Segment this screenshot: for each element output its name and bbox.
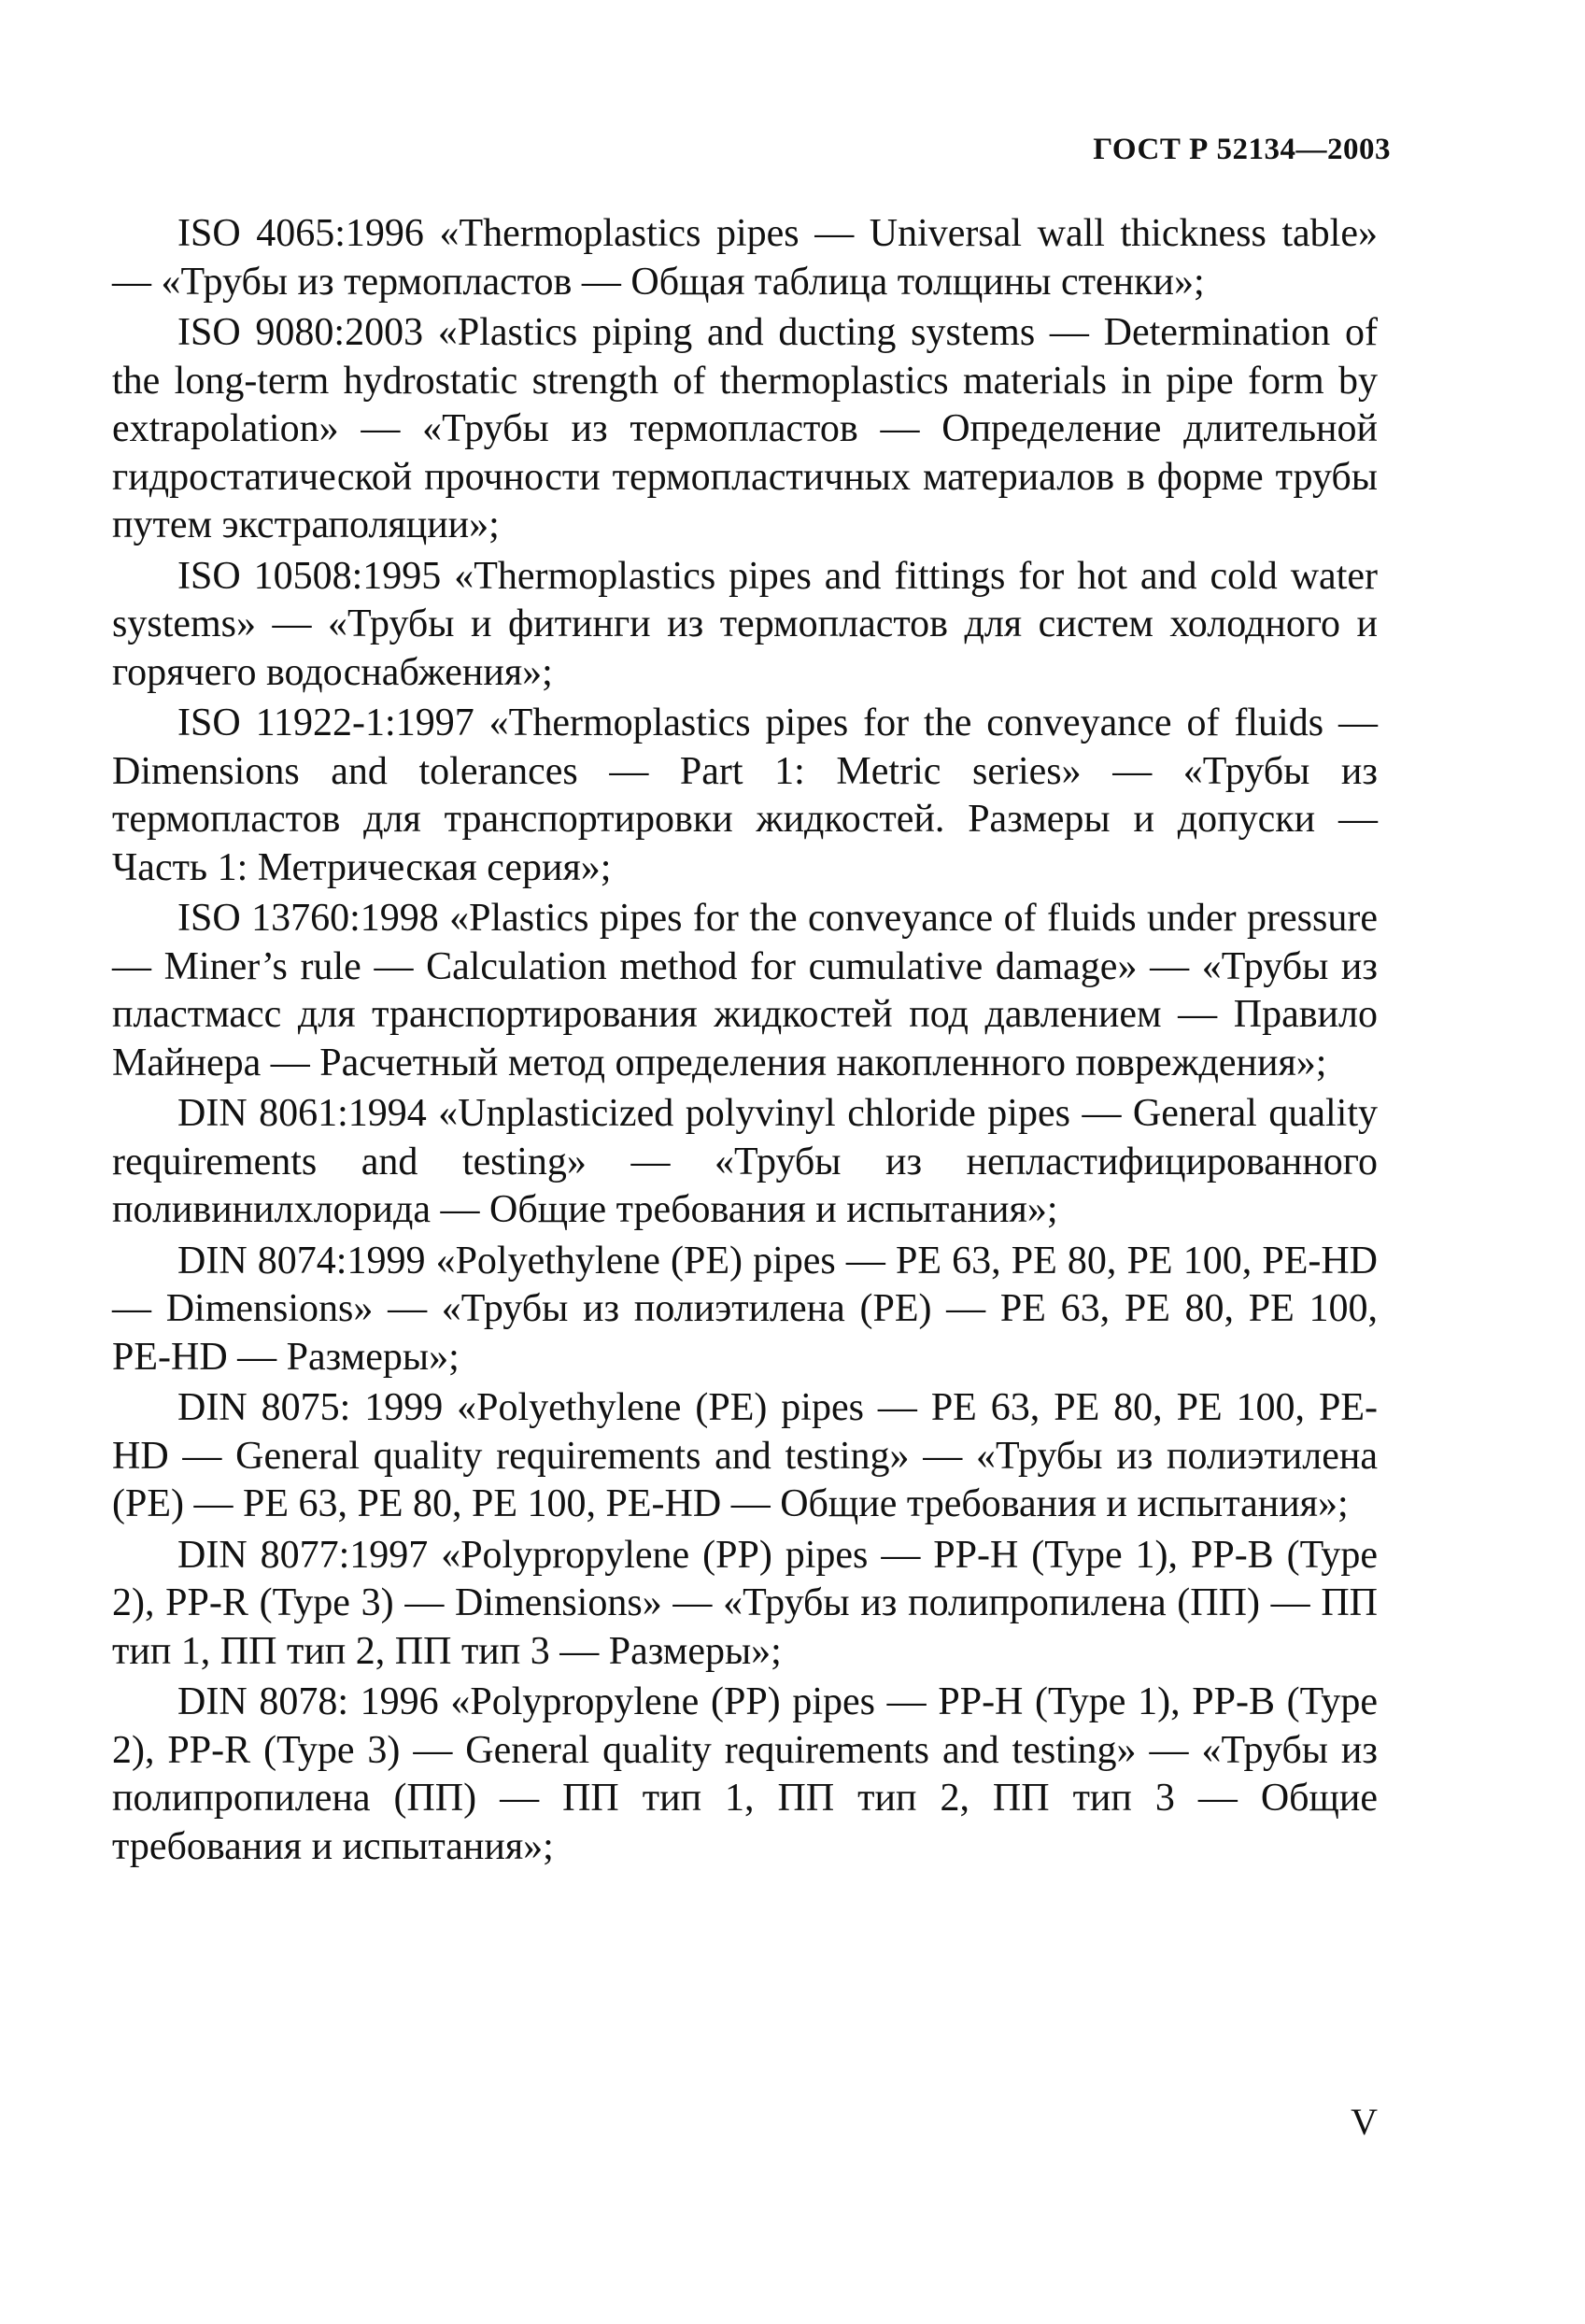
reference-item: DIN 8078: 1996 «Polypropylene (PP) pipes — PP-H (Type 1), PP-B (Type 2), PP-R (Type 3) — General quality requirements and testing» — «Трубы из полипропилена (ПП) — ПП тип 1, ПП тип 2, ПП тип 3 — Общие требования и испытания»; bbox=[112, 1680, 1378, 1868]
reference-item: DIN 8077:1997 «Polypropylene (PP) pipes — PP-H (Type 1), PP-B (Type 2), PP-R (Type 3) — Dimensions» — «Трубы из полипропилена (ПП) — ПП тип 1, ПП тип 2, ПП тип 3 — Размеры»; bbox=[112, 1533, 1378, 1673]
reference-item: DIN 8075: 1999 «Polyethylene (PE) pipes — PE 63, PE 80, PE 100, PE-HD — General quality requirements and testing» — «Трубы из полиэтилена (PE) — PE 63, PE 80, PE 100, PE-HD — Общие требования и испытания»; bbox=[112, 1386, 1378, 1525]
reference-item: ISO 13760:1998 «Plastics pipes for the conveyance of fluids under pressure — Miner’s rule — Calculation method for cumulative damage» — «Трубы из пластмасс для транспортирования жидкостей под давлением — Правило Майнера — Расчетный метод определения накопленного повреждения»; bbox=[112, 897, 1378, 1084]
reference-item: DIN 8074:1999 «Polyethylene (PE) pipes — PE 63, PE 80, PE 100, PE-HD — Dimensions» — «Трубы из полиэтилена (PE) — PE 63, PE 80, PE 100, PE-HD — Размеры»; bbox=[112, 1239, 1378, 1379]
reference-item: ISO 4065:1996 «Thermoplastics pipes — Universal wall thickness table» — «Трубы из термопластов — Общая таблица толщины стенки»; bbox=[112, 212, 1378, 304]
reference-item: ISO 11922-1:1997 «Thermoplastics pipes for the conveyance of fluids — Dimensions and tolerances — Part 1: Metric series» — «Трубы из термопластов для транспортировки жидкостей. Размеры и допуски — Часть 1: Метрическая серия»; bbox=[112, 701, 1378, 889]
standard-header: ГОСТ Р 52134—2003 bbox=[1093, 133, 1391, 166]
page-number: V bbox=[1351, 2101, 1378, 2143]
reference-list bbox=[112, 210, 1378, 1871]
reference-item: ISO 9080:2003 «Plastics piping and ducting systems — Determination of the long-term hydrostatic strength of thermoplastics materials in pipe form by extrapolation» — «Трубы из термопластов — Определение длительной гидростатической прочности термопластичных материалов в форме трубы путем экстраполяции»; bbox=[112, 311, 1378, 546]
reference-item: ISO 10508:1995 «Thermoplastics pipes and fittings for hot and cold water systems» — «Трубы и фитинги из термопластов для систем холодного и горячего водоснабжения»; bbox=[112, 554, 1378, 694]
reference-item: DIN 8061:1994 «Unplasticized polyvinyl chloride pipes — General quality requirements and testing» — «Трубы из непластифицированного поливинилхлорида — Общие требования и испытания»; bbox=[112, 1092, 1378, 1231]
